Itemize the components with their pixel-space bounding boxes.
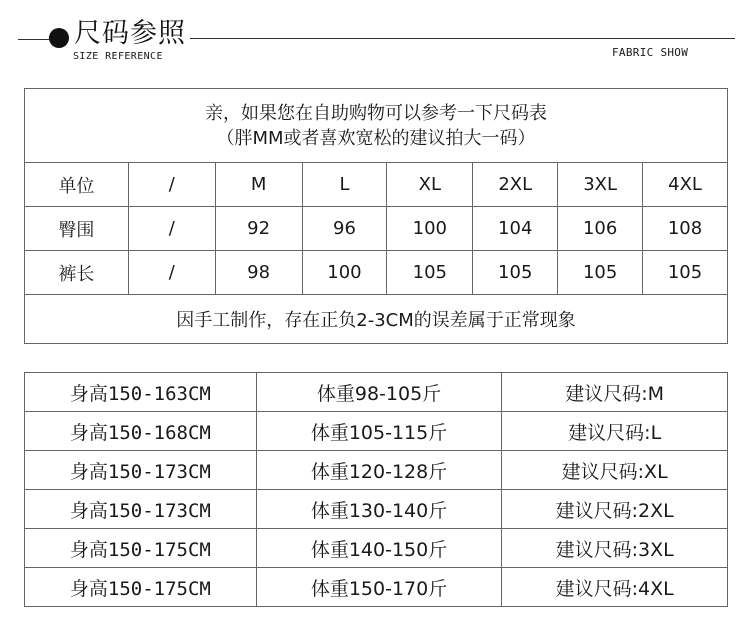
size-note-line2: （胖MM或者喜欢宽松的建议拍大一码） bbox=[216, 127, 536, 149]
table-cell: / bbox=[128, 251, 215, 295]
suggested-size-cell: 建议尺码:L bbox=[502, 412, 728, 451]
table-cell: 104 bbox=[473, 207, 558, 251]
suggested-size-cell: 建议尺码:4XL bbox=[502, 568, 728, 607]
fabric-show-caption: FABRIC SHOW bbox=[612, 46, 689, 59]
height-cell: 身高150-168CM bbox=[25, 412, 257, 451]
size-footer-note: 因手工制作，存在正负2-3CM的误差属于正常现象 bbox=[25, 295, 728, 344]
height-cell: 身高150-173CM bbox=[25, 490, 257, 529]
table-row bbox=[25, 207, 728, 251]
size-note bbox=[25, 89, 728, 163]
header-cell: XL bbox=[387, 163, 473, 207]
table-row bbox=[25, 373, 728, 412]
height-cell: 身高150-175CM bbox=[25, 529, 257, 568]
section-title: 尺码参照 bbox=[74, 18, 186, 49]
suggested-size-cell: 建议尺码:M bbox=[502, 373, 728, 412]
table-cell: 105 bbox=[387, 251, 473, 295]
weight-cell: 体重140-150斤 bbox=[256, 529, 502, 568]
section-subtitle: SIZE REFERENCE bbox=[73, 51, 163, 62]
weight-cell: 体重105-115斤 bbox=[256, 412, 502, 451]
table-row bbox=[25, 490, 728, 529]
table-row bbox=[25, 529, 728, 568]
header-cell: 3XL bbox=[558, 163, 643, 207]
table-cell: 105 bbox=[643, 251, 728, 295]
table-row bbox=[25, 412, 728, 451]
suggested-size-cell: 建议尺码:2XL bbox=[502, 490, 728, 529]
header-cell: M bbox=[215, 163, 302, 207]
height-cell: 身高150-163CM bbox=[25, 373, 257, 412]
suggested-size-cell: 建议尺码:3XL bbox=[502, 529, 728, 568]
table-cell: 105 bbox=[558, 251, 643, 295]
table-cell: 100 bbox=[302, 251, 387, 295]
header-cell: L bbox=[302, 163, 387, 207]
weight-cell: 体重98-105斤 bbox=[256, 373, 502, 412]
size-chart-table bbox=[24, 88, 728, 344]
weight-cell: 体重130-140斤 bbox=[256, 490, 502, 529]
table-row bbox=[25, 568, 728, 607]
header-cell: 2XL bbox=[473, 163, 558, 207]
table-cell: 100 bbox=[387, 207, 473, 251]
size-recommendation-table bbox=[24, 372, 728, 607]
table-cell: 92 bbox=[215, 207, 302, 251]
header-rule-left bbox=[18, 39, 50, 40]
weight-cell: 体重120-128斤 bbox=[256, 451, 502, 490]
table-cell: 108 bbox=[643, 207, 728, 251]
suggested-size-cell: 建议尺码:XL bbox=[502, 451, 728, 490]
table-cell: 裤长 bbox=[25, 251, 129, 295]
size-header-row bbox=[25, 163, 728, 207]
table-cell: 96 bbox=[302, 207, 387, 251]
weight-cell: 体重150-170斤 bbox=[256, 568, 502, 607]
table-cell: 98 bbox=[215, 251, 302, 295]
height-cell: 身高150-175CM bbox=[25, 568, 257, 607]
header-cell: 单位 bbox=[25, 163, 129, 207]
header-rule-right bbox=[190, 38, 735, 39]
table-cell: / bbox=[128, 207, 215, 251]
table-row bbox=[25, 251, 728, 295]
header-cell: / bbox=[128, 163, 215, 207]
size-note-line1: 亲，如果您在自助购物可以参考一下尺码表 bbox=[205, 102, 547, 124]
height-cell: 身高150-173CM bbox=[25, 451, 257, 490]
table-cell: 106 bbox=[558, 207, 643, 251]
table-cell: 105 bbox=[473, 251, 558, 295]
header-cell: 4XL bbox=[643, 163, 728, 207]
table-row bbox=[25, 451, 728, 490]
table-cell: 臀围 bbox=[25, 207, 129, 251]
header-bullet-dot bbox=[49, 28, 69, 48]
